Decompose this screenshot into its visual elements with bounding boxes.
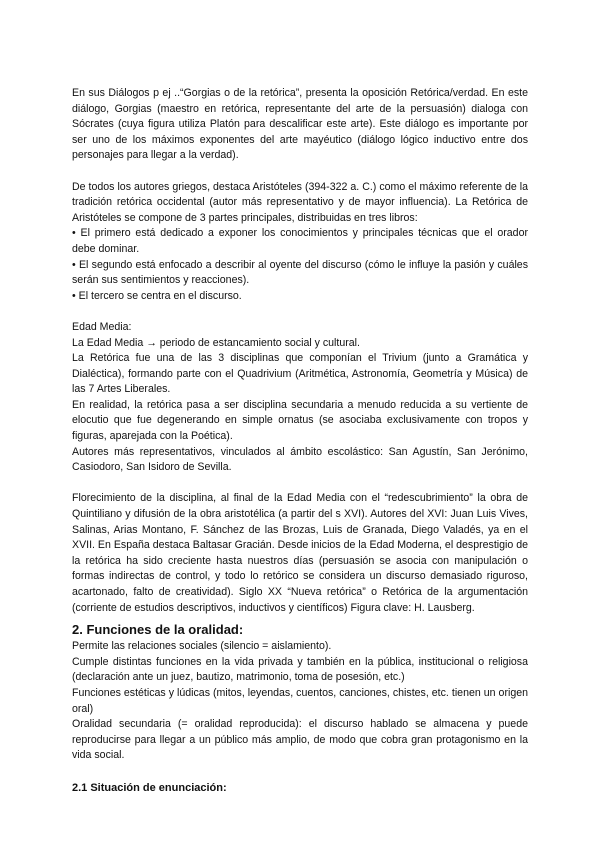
section-line: Cumple distintas funciones en la vida privada y también en la pública, institucional o religiosa (declaración ante un juez, bautizo, matrimonio, toma de posesión, etc.) xyxy=(72,655,528,684)
paragraph-florecimiento: Florecimiento de la disciplina, al final de la Edad Media con el “redescubrimiento” la obra de Quintiliano y difusión de la obra aristotélica (a partir del s XVI). Autores del XVI: Juan Luis Vives, Salinas, Arias Montano, F. Sánchez de las Brozas, Luis de Granada, Diego Valadés, ya en el XVII. En España destaca Baltasar Gracián. Desde inicios de la Edad Moderna, el desprestigio de la retórica ha sido creciente hasta nuestros días (persuasión se asocia con manipulación o formas indirectas de control, y todo lo retórico se considera un discurso demasiado riguroso, acartonado, falto de creatividad). Siglo XX “Nueva retórica” o Retórica de la argumentación (corriente de estudios descriptivos, inductivos y científicos) Figura clave: H. Lausberg. xyxy=(72,492,528,614)
section-line: Funciones estéticas y lúdicas (mitos, leyendas, cuentos, canciones, chistes, etc. tienen un origen oral) xyxy=(72,686,528,715)
middle-ages-heading: Edad Media: xyxy=(72,320,132,333)
document-body xyxy=(72,86,528,796)
middle-ages-line: La Retórica fue una de las 3 disciplinas que componían el Trivium (junto a Gramática y Dialéctica), formando parte con el Quadrivium (Aritmética, Astronomía, Geometría y Música) de las 7 Artes Liberales. xyxy=(72,352,528,396)
subsection-heading: 2.1 Situación de enunciación: xyxy=(72,781,227,794)
bullet-item: • El tercero se centra en el discurso. xyxy=(72,289,242,302)
paragraph-gorgias: En sus Diálogos p ej ..“Gorgias o de la retórica”, presenta la oposición Retórica/verdad. En este diálogo, Gorgias (maestro en retórica, representante del arte de la persuasión) dialoga con Sócrates (cuya figura utiliza Platón para descalificar este arte). Este diálogo es importante por ser uno de los máximos exponentes del arte mayéutico (diálogo lógico inductivo entre dos personajes para llegar a la verdad). xyxy=(72,87,528,162)
middle-ages-line: Autores más representativos, vinculados al ámbito escolástico: San Agustín, San Jerónimo, Casiodoro, San Isidoro de Sevilla. xyxy=(72,445,528,474)
middle-ages-line: En realidad, la retórica pasa a ser disciplina secundaria a menudo reducida a su vertiente de elocutio que fue degenerando en simple ornatus (se asociaba exclusivamente con tropos y figuras, aparejada con la Poética). xyxy=(72,398,528,443)
bullet-item: • El primero está dedicado a exponer los conocimientos y principales técnicas que el orador debe dominar. xyxy=(72,227,528,255)
middle-ages-line: La Edad Media → periodo de estancamiento social y cultural. xyxy=(72,336,360,349)
bullet-item: • El segundo está enfocado a describir al oyente del discurso (cómo le influye la pasión y cuáles serán sus sentimientos y reacciones). xyxy=(72,258,528,287)
section-heading: 2. Funciones de la oralidad: xyxy=(72,622,244,638)
section-line: Oralidad secundaria (= oralidad reproducida): el discurso hablado se almacena y puede reproducirse para llegar a un público más amplio, de modo que cobra gran protagonismo en la vida social. xyxy=(72,718,528,762)
paragraph-aristoteles: De todos los autores griegos, destaca Aristóteles (394-322 a. C.) como el máximo referente de la tradición retórica occidental (autor más representativo y de mayor influencia). La Retórica de Aristóteles se compone de 3 partes principales, distribuidas en tres libros: xyxy=(72,180,528,224)
section-line: Permite las relaciones sociales (silencio = aislamiento). xyxy=(72,640,332,653)
